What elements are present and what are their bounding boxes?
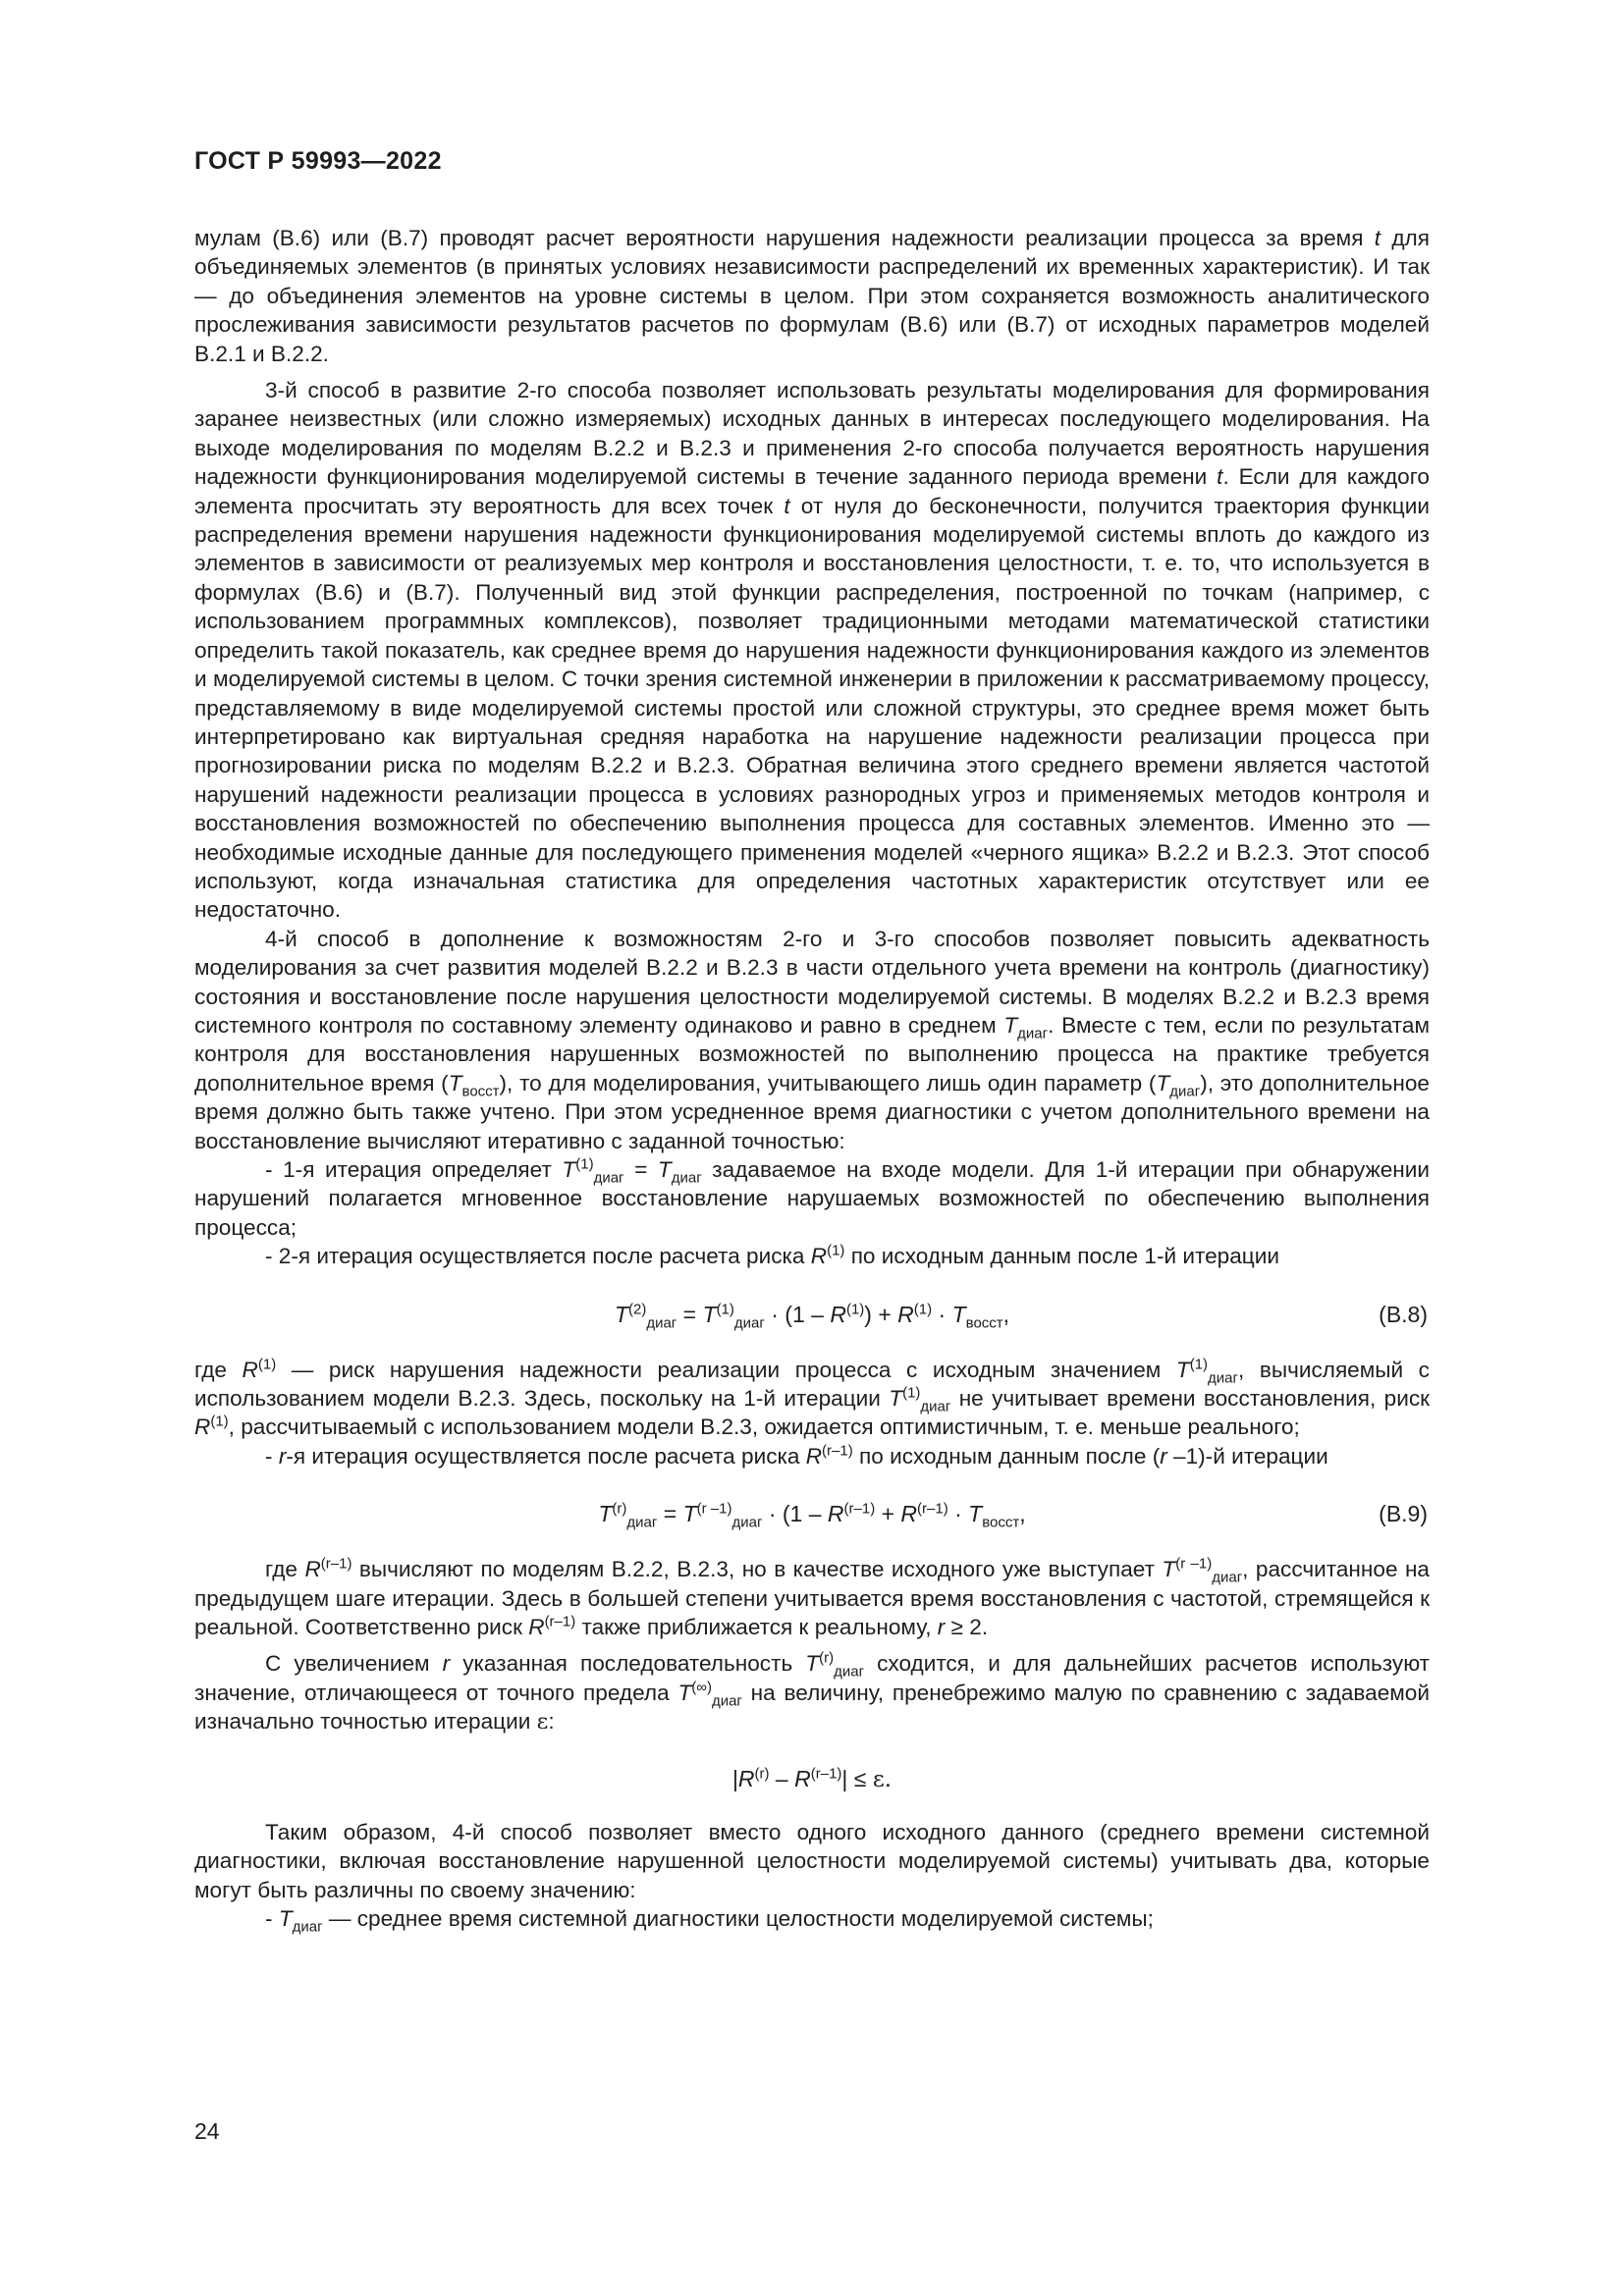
document-body <box>194 224 1431 1936</box>
paragraph-method-3: 3-й способ в развитие 2-го способа позволяет использовать результаты моделирования для формирования заранее неизвестных (или сложно измеряемых) исходных данных в интересах последующего моделирования. На выходе моделирования по моделям В.2.2 и В.2.3 и применения 2-го способа получается вероятность нарушения надежности функционирования моделируемой системы в течение заданного периода времени t. Если для каждого элемента просчитать эту вероятность для всех точек t от нуля до бесконечности, получится траектория функции распределения времени нарушения надежности функционирования моделируемой системы вплоть до каждого из элементов в зависимости от реализуемых мер контроля и восстановления целостности, т. е. то, что используется в формулах (В.6) и (В.7). Полученный вид этой функции распределения, построенной по точкам (например, с использованием программных комплексов), позволяет традиционными методами математической статистики определить такой показатель, как среднее время до нарушения надежности функционирования каждого из элементов и моделируемой системы в целом. С точки зрения системной инженерии в приложении к рассматриваемому процессу, представляемому в виде моделируемой системы простой или сложной структуры, это среднее время может быть интерпретировано как виртуальная средняя наработка на нарушение надежности реализации процесса при прогнозировании риска по моделям В.2.2 и В.2.3. Обратная величина этого среднего времени является частотой нарушений надежности реализации процесса в условиях разнородных угроз и применяемых методов контроля и восстановления возможностей по обеспечению выполнения процесса для составных элементов. Именно это — необходимые исходные данные для последующего применения моделей «черного ящика» В.2.2 и В.2.3. Этот способ используют, когда изначальная статистика для определения частотных характеристик отсутствует или ее недостаточно. <box>194 378 1431 923</box>
paragraph-where-r1: где $R^{(1)}$ — риск нарушения надежности реализации процесса с исходным значением $T^{(1)}_{диаг}$, вычисляемый с использованием модели В.2.3. Здесь, поскольку на 1-й итерации $T^{(1)}_{диаг}$ не учитывает времени восстановления, риск $R^{(1)}$, рассчитываемый с использованием модели В.2.3, ожидается оптимистичным, т. е. меньше реального; <box>194 1356 1431 1440</box>
formula-inequality <box>194 1753 1430 1796</box>
formula-b8 <box>194 1289 1430 1340</box>
list-item-iteration-1: - 1-я итерация определяет $T^{(1)}_{диаг} = T_{диаг}$ задаваемое на входе модели. Для 1-й итерации при обнаружении нарушений полагается мгновенное восстановление нарушаемых возможностей по обеспечению выполнения процесса; <box>194 1155 1431 1240</box>
list-item-iteration-2: - 2-я итерация осуществляется после расчета риска $R^{(1)}$ по исходным данным после 1-й итерации <box>265 1242 1279 1269</box>
formula-inequality-expression: $|R^{(r)} - R^{(r-1)}| \le \varepsilon$. <box>731 1765 893 1792</box>
formula-b8-number: (В.8) <box>1379 1301 1428 1327</box>
formula-b9-number: (В.9) <box>1379 1501 1428 1527</box>
paragraph-convergence: С увеличением r указанная последовательность $T^{(r)}_{диаг}$ сходится, и для дальнейших расчетов используют значение, отличающееся от точного предела $T^{(\infty)}_{диаг}$ на величину, пренебрежимо малую по сравнению с задаваемой изначально точностью итерации ε: <box>194 1649 1430 1735</box>
page-number: 24 <box>194 2118 220 2144</box>
formula-b9 <box>194 1488 1430 1539</box>
formula-b9-expression: $T^{(r)}_{диаг} = T^{(r -1)}_{диаг} \cdot (1 - R^{(r-1)} + R^{(r-1)} \cdot T_{восст}$, <box>598 1500 1026 1531</box>
document-code-header: ГОСТ Р 59993—2022 <box>194 147 442 175</box>
list-item-iteration-r: - r-я итерация осуществляется после расчета риска $R^{(r-1)}$ по исходным данным после (r –1)-й итерации <box>265 1442 1328 1468</box>
list-item-t-diag: - $T_{диаг}$ — среднее время системной диагностики целостности моделируемой системы; <box>265 1905 1154 1936</box>
paragraph-where-r-1: где $R^{(r-1)}$ вычисляют по моделям В.2.2, В.2.3, но в качестве исходного уже выступает $T^{(r -1)}_{диаг}$, рассчитанное на предыдущем шаге итерации. Здесь в большей степени учитывается время восстановления с частотой, стремящейся к реальной. Соответственно риск $R^{(r-1)}$ также приближается к реальному, r ≥ 2. <box>194 1555 1430 1640</box>
paragraph-1: мулам (В.6) или (В.7) проводят расчет вероятности нарушения надежности реализации процесса за время t для объединяемых элементов (в принятых условиях независимости распределений их временных характеристик). И так — до объединения элементов на уровне системы в целом. При этом сохраняется возможность аналитического прослеживания зависимости результатов расчетов по формулам (В.6) или (В.7) от исходных параметров моделей В.2.1 и В.2.2. <box>194 226 1430 366</box>
formula-b8-expression: $T^{(2)}_{диаг} = T^{(1)}_{диаг} \cdot (1 - R^{(1)}) + R^{(1)} \cdot T_{восст}$, <box>614 1300 1010 1332</box>
paragraph-method-4: 4-й способ в дополнение к возможностям 2-го и 3-го способов позволяет повысить адекватность моделирования за счет развития моделей В.2.2 и В.2.3 в части отдельного учета времени на контроль (диагностику) состояния и восстановление после нарушения целостности моделируемой системы. В моделях В.2.2 и В.2.3 время системного контроля по составному элементу одинаково и равно в среднем $T_{диаг}$. Вместе с тем, если по результатам контроля для восстановления нарушенных возможностей по выполнению процесса на практике требуется дополнительное время $(T_{восст})$, то для моделирования, учитывающего лишь один параметр $(T_{диаг})$, это дополнительное время должно быть также учтено. При этом усредненное время диагностики с учетом дополнительного времени на восстановление вычисляют итеративно с заданной точностью: <box>194 926 1430 1153</box>
paragraph-summary: Таким образом, 4-й способ позволяет вместо одного исходного данного (среднего времени системной диагностики, включая восстановление нарушенной целостности моделируемой системы) учитывать два, которые могут быть различны по своему значению: <box>194 1819 1430 1902</box>
